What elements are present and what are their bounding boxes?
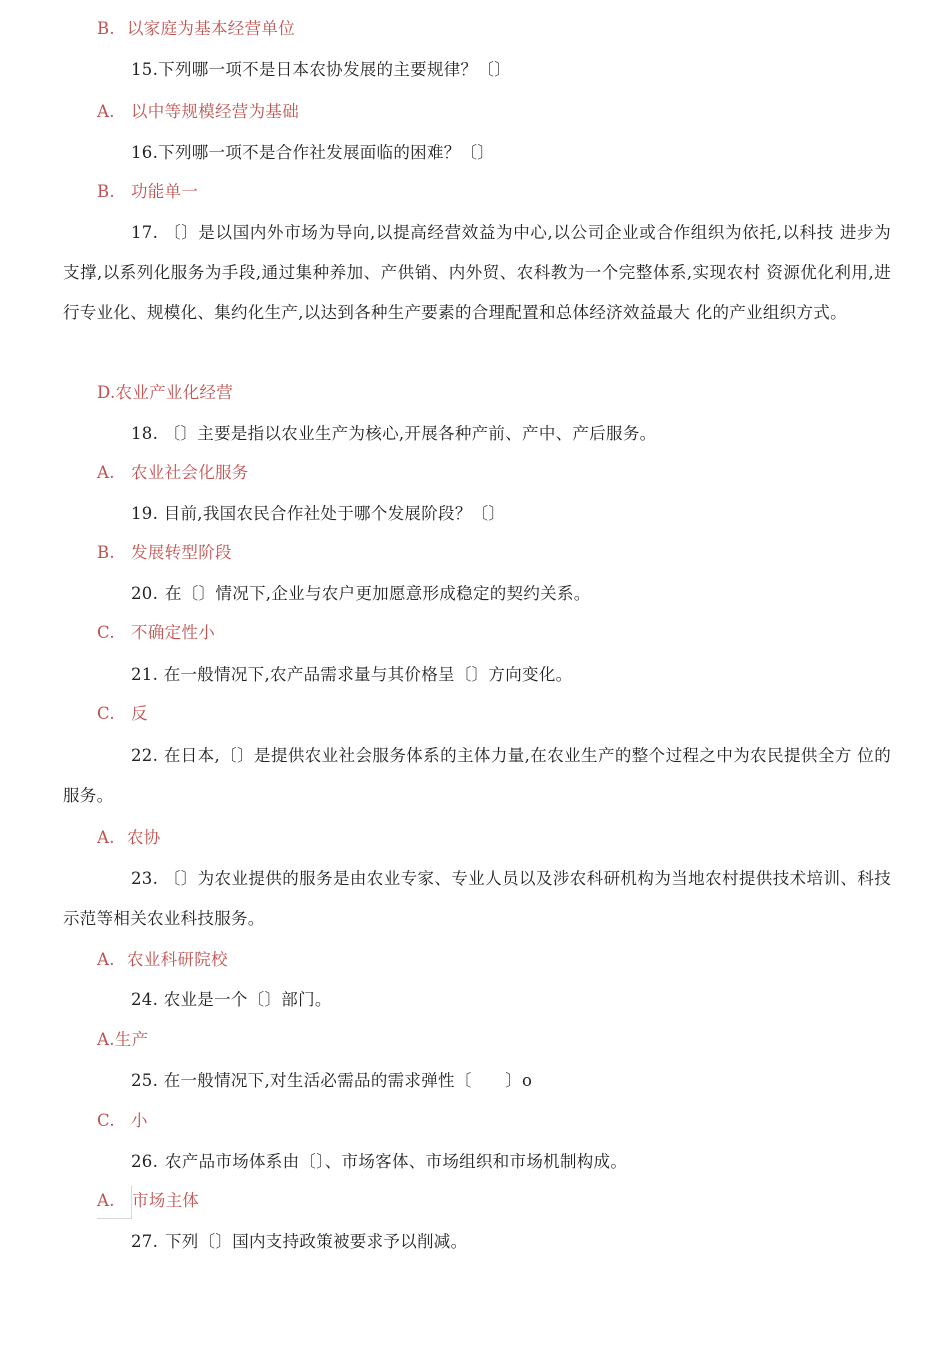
answer-text: 以中等规模经营为基础 xyxy=(131,102,299,121)
question-text: 在日本,〔〕是提供农业社会服务体系的主体力量,在农业生产的整个过程之中为农民提供全方 位的服务。 xyxy=(63,746,892,805)
answer-label: A. xyxy=(97,1186,132,1219)
answer-label: A. xyxy=(97,102,115,121)
answer-label: A. xyxy=(97,1030,115,1049)
answer-text: 不确定性小 xyxy=(131,623,215,642)
question-text: 下列哪一项不是合作社发展面临的困难？〔〕 xyxy=(158,143,495,162)
question-number: 24. xyxy=(131,990,159,1009)
answer-16 xyxy=(97,177,198,207)
question-22 xyxy=(63,736,891,816)
answer-label: D. xyxy=(97,383,116,402)
answer-20 xyxy=(97,618,215,648)
answer-text: 小 xyxy=(131,1111,148,1130)
answer-label: C. xyxy=(97,704,115,723)
answer-text: 农业科研院校 xyxy=(127,950,228,969)
question-number: 15. xyxy=(131,60,159,79)
question-26 xyxy=(63,1142,891,1182)
answer-label: B. xyxy=(97,19,115,38)
answer-label: B. xyxy=(97,182,115,201)
answer-label: B. xyxy=(97,543,115,562)
answer-26 xyxy=(97,1186,199,1219)
question-number: 23. xyxy=(131,869,159,888)
answer-24 xyxy=(97,1025,148,1055)
question-21 xyxy=(63,655,891,695)
answer-text: 农协 xyxy=(127,828,161,847)
question-text: 农产品市场体系由〔〕、市场客体、市场组织和市场机制构成。 xyxy=(165,1152,628,1171)
answer-25 xyxy=(97,1106,148,1136)
answer-label: C. xyxy=(97,1111,115,1130)
answer-17 xyxy=(97,378,233,408)
answer-text: 反 xyxy=(131,704,148,723)
answer-21 xyxy=(97,699,148,729)
question-text: 目前,我国农民合作社处于哪个发展阶段？〔〕 xyxy=(163,504,506,523)
question-15 xyxy=(63,50,891,90)
question-text: 在〔〕情况下,企业与农户更加愿意形成稳定的契约关系。 xyxy=(165,584,591,603)
question-20 xyxy=(63,574,891,614)
answer-text: 生产 xyxy=(114,1030,149,1049)
question-number: 16. xyxy=(131,143,159,162)
question-number: 25. xyxy=(131,1071,159,1090)
question-27 xyxy=(63,1222,891,1262)
question-24 xyxy=(63,980,891,1020)
answer-label: C. xyxy=(97,623,115,642)
question-text: 在一般情况下,对生活必需品的需求弹性〔 〕o xyxy=(163,1071,533,1090)
answer-14 xyxy=(97,14,295,44)
question-number: 21. xyxy=(131,665,159,684)
answer-22 xyxy=(97,823,161,853)
question-text: 〔〕是以国内外市场为导向,以提高经营效益为中心,以公司企业或合作组织为依托,以科技 进步为支撑,以系列化服务为手段,通过集种养加、产供销、内外贸、农科教为一个完整体系,实现农村 资源优化利用,进行专业化、规模化、集约化生产,以达到各种生产要素的合理配置和总体经济效益最大 化的产业组织方式。 xyxy=(63,223,892,322)
question-number: 18. xyxy=(131,424,159,443)
answer-label: A. xyxy=(97,950,115,969)
answer-label: A. xyxy=(97,828,115,847)
answer-text: 以家庭为基本经营单位 xyxy=(127,19,295,38)
answer-19 xyxy=(97,538,232,568)
question-number: 22. xyxy=(131,746,159,765)
answer-text: 农业社会化服务 xyxy=(131,463,249,482)
answer-18 xyxy=(97,458,249,488)
question-text: 下列〔〕国内支持政策被要求予以削减。 xyxy=(165,1232,468,1251)
question-text: 〔〕主要是指以农业生产为核心,开展各种产前、产中、产后服务。 xyxy=(163,424,657,443)
answer-text: 农业产业化经营 xyxy=(115,383,234,402)
question-text: 下列哪一项不是日本农协发展的主要规律？〔〕 xyxy=(158,60,511,79)
question-number: 20. xyxy=(131,584,159,603)
question-18 xyxy=(63,414,891,454)
question-16 xyxy=(63,133,891,173)
question-number: 27. xyxy=(131,1232,159,1251)
answer-23 xyxy=(97,945,228,975)
answer-15 xyxy=(97,97,299,127)
question-number: 17. xyxy=(131,223,159,242)
question-17 xyxy=(63,213,891,333)
answer-text: 市场主体 xyxy=(132,1191,200,1210)
question-number: 19. xyxy=(131,504,159,523)
question-23 xyxy=(63,859,891,939)
question-text: 在一般情况下,农产品需求量与其价格呈〔〕方向变化。 xyxy=(163,665,573,684)
answer-label: A. xyxy=(97,463,115,482)
answer-text: 功能单一 xyxy=(131,182,199,201)
question-number: 26. xyxy=(131,1152,159,1171)
answer-text: 发展转型阶段 xyxy=(131,543,232,562)
question-25 xyxy=(63,1061,891,1101)
question-19 xyxy=(63,494,891,534)
question-text: 〔〕为农业提供的服务是由农业专家、专业人员以及涉农科研机构为当地农村提供技术培训、科技示范等相关农业科技服务。 xyxy=(63,869,892,928)
question-text: 农业是一个〔〕部门。 xyxy=(163,990,332,1009)
